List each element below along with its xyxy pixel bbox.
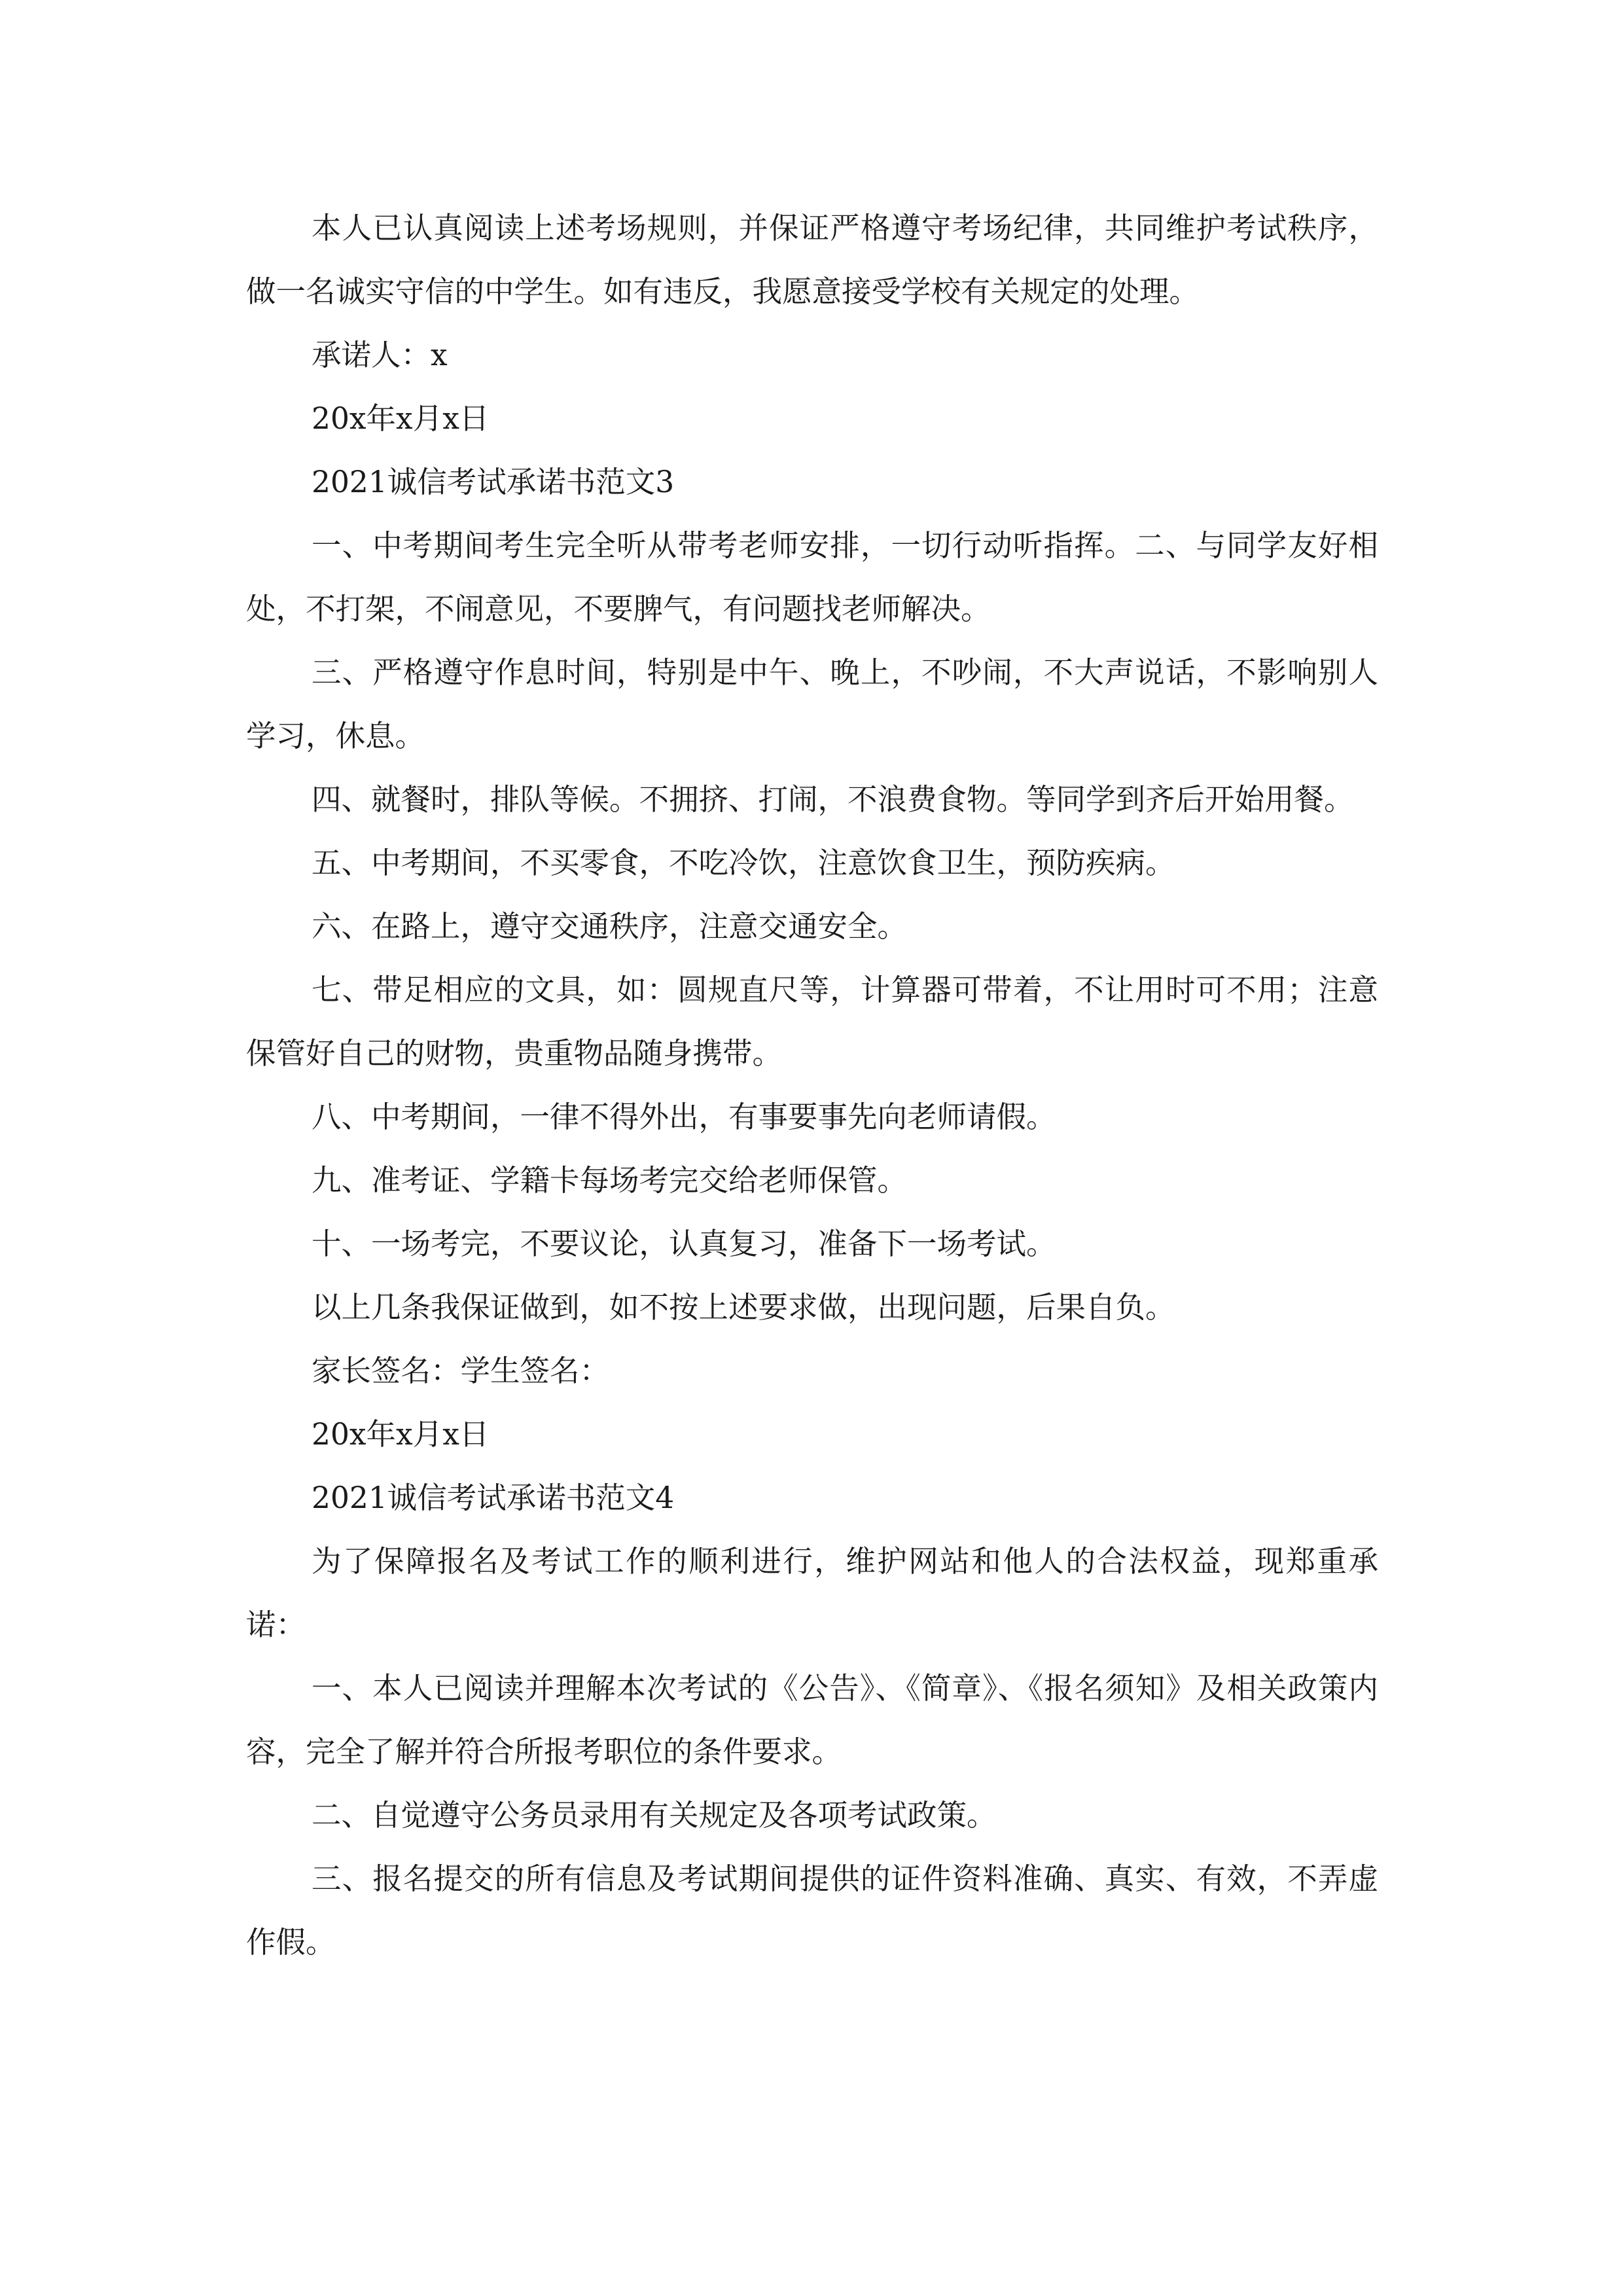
section-heading-sample-4: 2021诚信考试承诺书范文4 <box>312 1480 675 1515</box>
paragraph-pledge-statement: 本人已认真阅读上述考场规则，并保证严格遵守考场纪律，共同维护考试秩序，做一名诚实守信的中学生。如有违反，我愿意接受学校有关规定的处理。 <box>246 211 1378 309</box>
paragraph-item-7: 七、带足相应的文具，如：圆规直尺等，计算器可带着，不让用时可不用；注意保管好自己的财物，贵重物品随身携带。 <box>246 973 1378 1071</box>
paragraph-date-2: 20x年x月x日 <box>312 1417 490 1452</box>
paragraph-sample4-item-2: 二、自觉遵守公务员录用有关规定及各项考试政策。 <box>312 1798 997 1833</box>
paragraph-intro-sample-4: 为了保障报名及考试工作的顺利进行，维护网站和他人的合法权益，现郑重承诺： <box>246 1544 1378 1642</box>
paragraph-item-3: 三、严格遵守作息时间，特别是中午、晚上，不吵闹，不大声说话，不影响别人学习，休息。 <box>246 655 1378 753</box>
paragraph-item-10: 十、一场考完，不要议论，认真复习，准备下一场考试。 <box>312 1227 1056 1261</box>
paragraph-item-8: 八、中考期间，一律不得外出，有事要事先向老师请假。 <box>312 1100 1056 1134</box>
paragraph-item-6: 六、在路上，遵守交通秩序，注意交通安全。 <box>312 909 908 944</box>
document-body <box>246 196 1378 1974</box>
paragraph-sample4-item-3: 三、报名提交的所有信息及考试期间提供的证件资料准确、真实、有效，不弄虚作假。 <box>246 1861 1378 1960</box>
paragraph-item-4: 四、就餐时，排队等候。不拥挤、打闹，不浪费食物。等同学到齐后开始用餐。 <box>312 782 1354 817</box>
section-heading-sample-3: 2021诚信考试承诺书范文3 <box>312 465 675 499</box>
paragraph-item-1-2: 一、中考期间考生完全听从带考老师安排，一切行动听指挥。二、与同学友好相处，不打架，不闹意见，不要脾气，有问题找老师解决。 <box>246 528 1378 626</box>
paragraph-pledger: 承诺人：x <box>312 338 448 372</box>
paragraph-item-9: 九、准考证、学籍卡每场考完交给老师保管。 <box>312 1163 908 1198</box>
paragraph-date: 20x年x月x日 <box>312 401 490 436</box>
paragraph-guarantee: 以上几条我保证做到，如不按上述要求做，出现问题，后果自负。 <box>312 1290 1175 1325</box>
paragraph-item-5: 五、中考期间，不买零食，不吃冷饮，注意饮食卫生，预防疾病。 <box>312 846 1175 880</box>
paragraph-signatures: 家长签名：学生签名： <box>312 1354 610 1388</box>
paragraph-sample4-item-1: 一、本人已阅读并理解本次考试的《公告》、《简章》、《报名须知》及相关政策内容，完全了解并符合所报考职位的条件要求。 <box>246 1671 1378 1769</box>
